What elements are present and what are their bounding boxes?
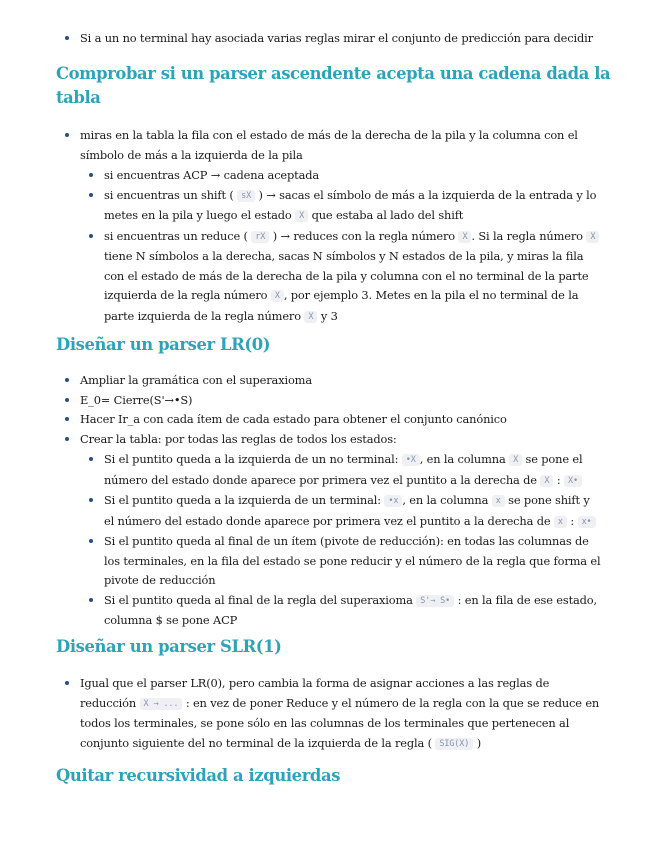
list-item-reduction-pivot [80,532,602,591]
section-acepta-body [56,126,602,327]
inline-code: X [458,231,471,243]
inline-code: X [304,311,317,323]
text: se pone shift y el número del estado donde aparece por primera vez el puntito a la derecha de [104,493,590,528]
list-item [56,430,602,631]
text: y 3 [320,308,338,323]
list-item-terminal [80,491,602,532]
inline-code: x [492,495,505,507]
text: : [570,513,575,528]
text: . Si la regla número [471,228,583,243]
inline-code: •X [402,454,420,466]
inline-code: X [586,231,599,243]
inline-code: SIG(X) [435,738,473,750]
inline-code: X [540,475,553,487]
text: ) → reduces con la regla número [272,228,455,243]
text: Ampliar la gramática con el superaxioma [80,373,312,387]
intro-text: Si a un no terminal hay asociada varias reglas mirar el conjunto de predicción para decidir [80,31,593,45]
text: si encuentras un shift ( [104,187,234,202]
text: Crear la tabla: por todas las reglas de todos los estados: [80,431,397,446]
inline-code: X [509,454,522,466]
inline-code: X [271,290,284,302]
inline-code: •x [384,495,402,507]
text: , en la columna [402,493,489,507]
list-item [56,410,602,430]
text: que estaba al lado del shift [311,208,464,222]
text: tiene N símbolos a la derecha, sacas N símbolos y N estados de la pila, y miras la fila con el estado de más de la derecha de la pila y columna con el no terminal de la parte izquierda de la regla número [104,249,589,302]
list-item [56,674,602,754]
section-lr0-body [56,371,602,631]
section-heading-recursividad: Quitar recursividad a izquierdas [56,766,341,785]
inline-code: X [295,210,308,222]
list-item [56,391,602,411]
text: ) → sacas el símbolo de más a la izquierda de la entrada y lo metes en la pila y luego el estado [104,187,597,222]
inline-code: X → ... [140,698,183,710]
inline-code: X• [564,475,582,487]
text: , por ejemplo 3. Metes en la pila el no terminal de la parte izquierda de la regla número [104,288,579,323]
text: Si el puntito queda al final de un ítem (pivote de reducción): en todas las columnas de los terminales, en la fila del estado se pone reducir y el número de la regla que forma el pivote de reducción [104,534,601,587]
list-item-superaxiom [80,591,602,631]
inline-code: sX [237,190,255,202]
acp-text: si encuentras ACP → cadena aceptada [104,168,320,182]
inline-code: rX [251,231,269,243]
intro-section [56,29,602,49]
section-slr1-body [56,674,602,754]
inline-code: S'→ S• [416,595,454,607]
inline-code: x• [578,516,596,528]
text: : [556,472,561,487]
text: E_0= Cierre(S'→•S) [80,392,193,407]
text: , en la columna [419,452,506,466]
text: : en la fila de ese estado, columna $ se pone ACP [104,592,597,627]
text: si encuentras un reduce ( [104,228,248,243]
section-heading-slr1: Diseñar un parser SLR(1) [56,637,282,656]
list-item-acp [80,166,602,186]
text: Si el puntito queda a la izquierda de un no terminal: [104,452,399,466]
main-text: miras en la tabla la fila con el estado de más de la derecha de la pila y la columna con el símbolo de más a la izquierda de la pila [80,128,578,162]
text: se pone el número del estado donde aparece por primera vez el puntito a la derecha de [104,452,583,487]
text: ) [476,735,481,750]
text: Si el puntito queda a la izquierda de un terminal: [104,493,381,507]
section-heading-acepta: Comprobar si un parser ascendente acepta una cadena dada la tabla [56,64,611,107]
text: Hacer Ir_a con cada ítem de cada estado para obtener el conjunto canónico [80,412,507,426]
inline-code: x [554,516,567,528]
text: : en vez de poner Reduce y el número de la regla con la que se reduce en todos los terminales, se pone sólo en las columnas de los terminales que pertenecen al conjunto siguiente del no terminal de la izquierda de la regla ( [80,695,600,750]
list-item [56,371,602,391]
list-item-shift [80,186,602,227]
text: Si el puntito queda al final de la regla del superaxioma [104,592,413,607]
section-heading-lr0: Diseñar un parser LR(0) [56,335,271,354]
list-item-nonterminal [80,450,602,491]
list-item [56,126,602,327]
text: Igual que el parser LR(0), pero cambia la forma de asignar acciones a las reglas de reducción [80,676,550,710]
list-item [56,29,602,49]
list-item-reduce [80,227,602,328]
